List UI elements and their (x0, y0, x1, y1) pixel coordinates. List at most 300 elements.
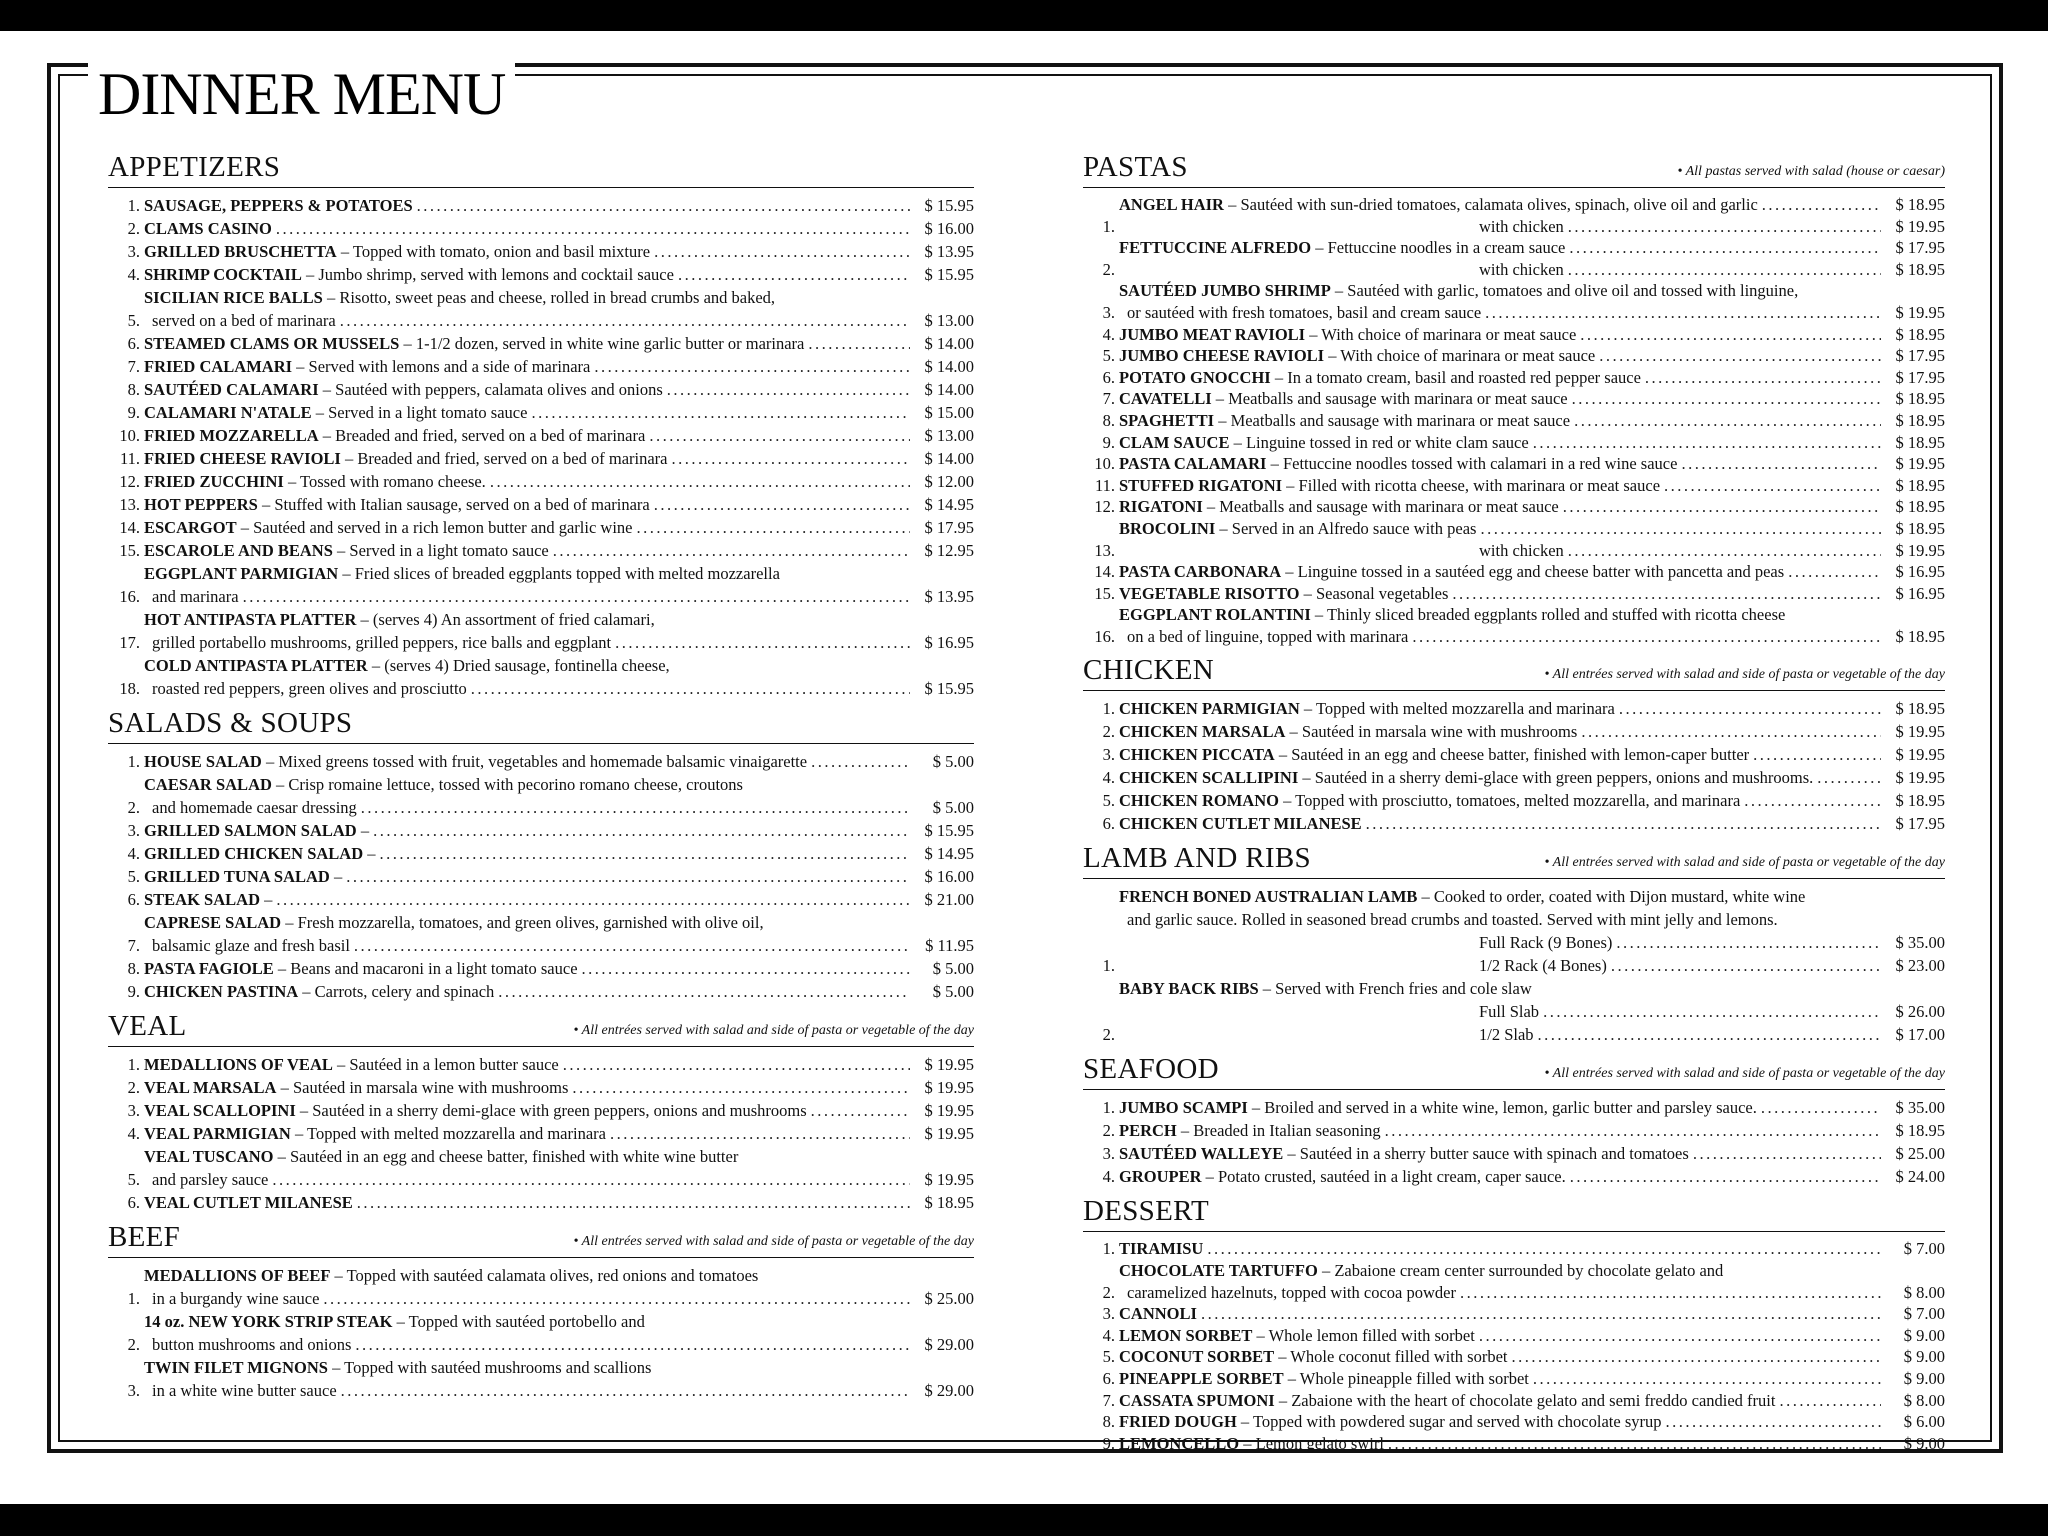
item-number: 5. (127, 867, 140, 886)
item-number: 6. (127, 1193, 140, 1212)
item-text (144, 1191, 353, 1214)
item-text (1119, 1165, 1566, 1188)
dot-leader (1538, 1023, 1881, 1046)
menu-item (108, 608, 974, 654)
dot-leader (1665, 1411, 1881, 1433)
item-body (1119, 720, 1945, 743)
item-line (1119, 1433, 1945, 1455)
dot-leader (1681, 453, 1881, 475)
item-line (1119, 1411, 1945, 1433)
item-name: TWIN FILET MIGNONS (144, 1358, 328, 1377)
section-note: • All entrées served with salad and side of pasta or vegetable of the day (1544, 667, 1945, 683)
item-number: 17. (119, 633, 140, 652)
menu-item (108, 1122, 974, 1145)
option-label: Full Slab (1479, 1002, 1540, 1022)
item-text (144, 470, 486, 493)
item-description: – Seasonal vegetables (1299, 583, 1449, 603)
menu-item (1083, 1119, 1945, 1142)
menu-item (1083, 432, 1945, 454)
dot-leader (1479, 1325, 1881, 1347)
item-line-continued (144, 1168, 974, 1191)
item-body (144, 447, 974, 470)
option-price: $ 19.95 (1895, 540, 1945, 560)
item-text (144, 355, 590, 378)
item-text (1119, 885, 1805, 908)
item-description-continued: and homemade caesar dressing (152, 798, 357, 817)
item-body (144, 1076, 974, 1099)
item-text (1119, 496, 1559, 518)
menu-item (1083, 604, 1945, 647)
item-description-continued: button mushrooms and onions (152, 1335, 352, 1354)
menu-item (108, 1076, 974, 1099)
item-description-continued: and parsley sauce (152, 1170, 269, 1189)
item-price: $ 9.00 (1903, 1369, 1945, 1389)
dot-leader (1569, 237, 1881, 259)
item-number: 14. (1094, 562, 1115, 582)
item-text (1119, 1238, 1203, 1260)
dot-leader (490, 470, 910, 493)
item-text (144, 1264, 758, 1287)
item-body (144, 750, 974, 773)
item-price: $ 9.00 (1903, 1433, 1945, 1453)
menu-section-dessert (1083, 1194, 1945, 1454)
item-description: – (260, 890, 273, 909)
menu-item-list (1083, 1238, 1945, 1454)
item-description: – Fettuccine noodles tossed with calamari in a red wine sauce (1266, 454, 1678, 474)
item-number: 3. (127, 1101, 140, 1120)
section-title: LAMB AND RIBS (1083, 842, 1311, 875)
item-body (144, 332, 974, 355)
item-line (1119, 1303, 1945, 1325)
item-body (1119, 280, 1945, 323)
item-body (1119, 1260, 1945, 1303)
item-name: BABY BACK RIBS (1119, 979, 1259, 999)
item-price: $ 16.00 (924, 219, 974, 238)
item-text (144, 1099, 807, 1122)
section-note: • All entrées served with salad and side of pasta or vegetable of the day (1544, 855, 1945, 871)
item-description: – Breaded in Italian seasoning (1176, 1121, 1381, 1141)
dot-leader (346, 865, 910, 888)
item-text (144, 608, 655, 631)
dot-leader (354, 934, 910, 957)
menu-item (108, 493, 974, 516)
item-line (144, 1191, 974, 1214)
item-text (1119, 977, 1532, 1000)
dot-leader (563, 1053, 910, 1076)
item-number: 6. (1102, 1369, 1115, 1389)
item-price: $ 16.95 (1895, 562, 1945, 582)
item-price: $ 18.95 (1895, 410, 1945, 430)
item-name: VEAL TUSCANO (144, 1147, 274, 1166)
section-header (1083, 150, 1945, 188)
item-price: $ 17.95 (924, 518, 974, 537)
item-body (144, 194, 974, 217)
item-line (144, 470, 974, 493)
item-text (1119, 237, 1565, 259)
item-line (1119, 194, 1945, 216)
item-name: CHICKEN MARSALA (1119, 722, 1286, 742)
item-number: 4. (127, 844, 140, 863)
item-description: – Meatballs and sausage with marinara or meat sauce (1214, 410, 1571, 430)
item-line (1119, 766, 1945, 789)
dot-leader (276, 217, 910, 240)
item-text (144, 539, 549, 562)
item-name: CHICKEN CUTLET MILANESE (1119, 814, 1362, 834)
dot-leader (1611, 954, 1881, 977)
item-body (1119, 194, 1945, 237)
dot-leader (1570, 1165, 1881, 1188)
item-price: $ 25.00 (1895, 1144, 1945, 1164)
option-label: with chicken (1479, 259, 1564, 279)
item-body (144, 217, 974, 240)
menu-item (1083, 977, 1945, 1046)
item-option (1119, 540, 1945, 562)
item-description: – Cooked to order, coated with Dijon mustard, white wine (1417, 887, 1806, 907)
item-text (144, 516, 632, 539)
dot-leader (572, 1076, 910, 1099)
item-text (1119, 453, 1677, 475)
item-price: $ 19.95 (924, 1170, 974, 1189)
item-name: SAUTÉED JUMBO SHRIMP (1119, 281, 1331, 301)
dot-leader (1533, 1368, 1881, 1390)
item-body (1119, 518, 1945, 561)
item-line-continued (1119, 1282, 1945, 1304)
item-name: GRILLED BRUSCHETTA (144, 242, 337, 261)
option-price: $ 17.00 (1895, 1025, 1945, 1045)
item-body (144, 1310, 974, 1356)
item-description: – Whole coconut filled with sorbet (1274, 1347, 1508, 1367)
item-line (144, 1356, 974, 1379)
menu-item (108, 401, 974, 424)
menu-item (108, 240, 974, 263)
item-name: SICILIAN RICE BALLS (144, 288, 323, 307)
menu-item (1083, 237, 1945, 280)
dot-leader (1568, 540, 1881, 562)
item-name: CHICKEN PARMIGIAN (1119, 699, 1300, 719)
item-description: – Whole pineapple filled with sorbet (1283, 1369, 1529, 1389)
section-title: PASTAS (1083, 151, 1188, 183)
item-line (1119, 518, 1945, 540)
item-price: $ 21.00 (924, 890, 974, 909)
item-name: PASTA CALAMARI (1119, 454, 1267, 474)
item-description-continued: and marinara (152, 587, 239, 606)
item-line (1119, 432, 1945, 454)
item-price: $ 5.00 (932, 752, 974, 771)
item-description: – Sautéed in marsala wine with mushrooms (276, 1078, 569, 1097)
dot-leader (615, 631, 910, 654)
section-title: SALADS & SOUPS (108, 707, 353, 739)
item-name: HOT ANTIPASTA PLATTER (144, 610, 357, 629)
dot-leader (355, 1333, 910, 1356)
item-name: FETTUCCINE ALFREDO (1119, 238, 1312, 258)
item-number: 10. (119, 426, 140, 445)
item-body (144, 263, 974, 286)
item-body (1119, 324, 1945, 346)
item-description: – Fresh mozzarella, tomatoes, and green olives, garnished with olive oil, (281, 913, 764, 932)
item-description: – Sautéed in a sherry butter sauce with spinach and tomatoes (1283, 1144, 1689, 1164)
item-name: SAUTÉED CALAMARI (144, 380, 319, 399)
item-text (1119, 583, 1448, 605)
item-line (144, 654, 974, 677)
item-body (144, 378, 974, 401)
item-text (1119, 561, 1784, 583)
dot-leader (1543, 1000, 1881, 1023)
item-price: $ 19.95 (924, 1124, 974, 1143)
item-number: 12. (1094, 497, 1115, 517)
item-text (1119, 604, 1785, 626)
item-number: 10. (1094, 454, 1115, 474)
item-name: CASSATA SPUMONI (1119, 1390, 1275, 1410)
option-label: 1/2 Slab (1479, 1025, 1534, 1045)
item-line (1119, 410, 1945, 432)
item-price: $ 12.00 (924, 472, 974, 491)
item-text (144, 1053, 559, 1076)
item-price: $ 13.95 (924, 587, 974, 606)
item-line (1119, 1142, 1945, 1165)
item-description: – Served in an Alfredo sauce with peas (1215, 518, 1477, 538)
item-description: – Crisp romaine lettuce, tossed with pecorino romano cheese, croutons (271, 775, 743, 794)
item-number: 1. (127, 1289, 140, 1308)
item-price: $ 14.95 (924, 844, 974, 863)
item-line (144, 562, 974, 585)
section-note: • All pastas served with salad (house or caesar) (1677, 164, 1945, 179)
item-body (1119, 410, 1945, 432)
menu-item (108, 865, 974, 888)
item-number: 1. (1102, 956, 1115, 976)
item-line (144, 217, 974, 240)
item-price: $ 18.95 (1895, 475, 1945, 495)
item-name: PASTA FAGIOLE (144, 959, 274, 978)
menu-item (108, 842, 974, 865)
right-column (1083, 150, 1945, 1460)
menu-item (1083, 720, 1945, 743)
item-number: 4. (127, 265, 140, 284)
item-price: $ 15.00 (924, 403, 974, 422)
item-line (1119, 1346, 1945, 1368)
item-number: 5. (1102, 346, 1115, 366)
item-line (144, 911, 974, 934)
item-text (1119, 367, 1641, 389)
item-price: $ 18.95 (1895, 497, 1945, 517)
item-line (1119, 604, 1945, 626)
item-line (1119, 583, 1945, 605)
item-line (144, 1099, 974, 1122)
item-text (1119, 1142, 1689, 1165)
item-name: CALAMARI N'ATALE (144, 403, 312, 422)
dot-leader (1485, 302, 1881, 324)
item-description: – Linguine tossed in a sautéed egg and cheese batter with pancetta and peas (1281, 562, 1785, 582)
item-line (1119, 453, 1945, 475)
item-name: EGGPLANT PARMIGIAN (144, 564, 339, 583)
item-number: 7. (127, 936, 140, 955)
item-name: 14 oz. NEW YORK STRIP STEAK (144, 1312, 393, 1331)
item-name: MEDALLIONS OF BEEF (144, 1266, 331, 1285)
item-line (144, 773, 974, 796)
item-body (1119, 388, 1945, 410)
item-number: 11. (119, 449, 140, 468)
menu-item (108, 957, 974, 980)
item-number: 4. (1102, 1167, 1115, 1187)
item-description: – Whole lemon filled with sorbet (1252, 1325, 1475, 1345)
item-number: 15. (119, 541, 140, 560)
item-price: $ 16.95 (1895, 583, 1945, 603)
section-header (108, 150, 974, 188)
menu-item-list (1083, 885, 1945, 1046)
item-number: 5. (127, 1170, 140, 1189)
item-body (144, 608, 974, 654)
item-price: $ 16.95 (924, 633, 974, 652)
item-number: 2. (1102, 1025, 1115, 1045)
item-description: – (356, 821, 370, 840)
dot-leader (1580, 324, 1881, 346)
dot-leader (1788, 561, 1881, 583)
dot-leader (1385, 1119, 1881, 1142)
dot-leader (471, 677, 910, 700)
item-text (1119, 1346, 1508, 1368)
section-note: • All entrées served with salad and side of pasta or vegetable of the day (573, 1234, 974, 1249)
menu-item (108, 819, 974, 842)
menu-item (108, 1356, 974, 1402)
item-number: 8. (1102, 1412, 1115, 1432)
item-description: – Sautéed and served in a rich lemon butter and garlic wine (236, 518, 633, 537)
item-line (144, 957, 974, 980)
item-text (144, 194, 413, 217)
dot-leader (1572, 388, 1881, 410)
menu-item-list (1083, 194, 1945, 647)
item-text (144, 493, 650, 516)
item-text (1119, 1368, 1529, 1390)
item-line (1119, 697, 1945, 720)
item-description: – Sautéed with garlic, tomatoes and olive oil and tossed with linguine, (1330, 281, 1799, 301)
section-header (108, 1009, 974, 1047)
item-name: ESCAROLE AND BEANS (144, 541, 333, 560)
item-line-continued (144, 585, 974, 608)
item-description: – Breaded and fried, served on a bed of marinara (340, 449, 668, 468)
menu-item (1083, 743, 1945, 766)
item-body (1119, 1411, 1945, 1433)
menu-item (108, 1099, 974, 1122)
item-name: CLAM SAUCE (1119, 432, 1230, 452)
menu-item (1083, 496, 1945, 518)
item-price: $ 18.95 (1895, 518, 1945, 538)
section-title: DESSERT (1083, 1195, 1210, 1228)
item-body (1119, 453, 1945, 475)
item-number: 2. (127, 1078, 140, 1097)
item-name: CLAMS CASINO (144, 219, 272, 238)
dot-leader (1388, 1433, 1881, 1455)
item-price: $ 19.95 (1895, 454, 1945, 474)
item-line (144, 980, 974, 1003)
menu-section-appetizers (108, 150, 974, 700)
item-text (144, 332, 804, 355)
item-description-continued: grilled portabello mushrooms, grilled peppers, rice balls and eggplant (152, 633, 612, 652)
item-body (144, 1264, 974, 1310)
item-line (144, 401, 974, 424)
item-description: – Sautéed in an egg and cheese batter, finished with white wine butter (273, 1147, 739, 1166)
item-number: 3. (127, 821, 140, 840)
item-name: VEAL MARSALA (144, 1078, 277, 1097)
menu-item (1083, 1411, 1945, 1433)
section-header (108, 1220, 974, 1258)
item-line-continued (144, 1379, 974, 1402)
section-header (1083, 653, 1945, 691)
item-name: SPAGHETTI (1119, 410, 1215, 430)
item-body (144, 539, 974, 562)
item-description: – In a tomato cream, basil and roasted red pepper sauce (1270, 367, 1641, 387)
dot-leader (1645, 367, 1881, 389)
item-body (1119, 1142, 1945, 1165)
item-name: CHICKEN PASTINA (144, 982, 299, 1001)
item-body (144, 1122, 974, 1145)
item-description: – Filled with ricotta cheese, with marinara or meat sauce (1282, 475, 1661, 495)
item-text (1119, 280, 1798, 302)
item-body (1119, 1165, 1945, 1188)
dot-leader (1762, 194, 1881, 216)
dot-leader (1753, 743, 1881, 766)
item-text (1119, 518, 1476, 540)
section-title: CHICKEN (1083, 654, 1214, 687)
item-price: $ 25.00 (924, 1289, 974, 1308)
item-text (144, 240, 650, 263)
dot-leader (1693, 1142, 1881, 1165)
item-number: 2. (127, 1335, 140, 1354)
item-description: – Sautéed in a lemon butter sauce (332, 1055, 559, 1074)
item-body (1119, 812, 1945, 835)
item-name: FRIED DOUGH (1119, 1412, 1237, 1432)
dot-leader (678, 263, 910, 286)
item-price: $ 7.00 (1903, 1304, 1945, 1324)
item-text (144, 1122, 606, 1145)
menu-item (108, 332, 974, 355)
item-text (144, 842, 376, 865)
item-description-continued: on a bed of linguine, topped with marinara (1127, 626, 1409, 646)
item-number: 7. (127, 357, 140, 376)
menu-item-list (1083, 1096, 1945, 1188)
menu-item (1083, 1096, 1945, 1119)
item-body (144, 424, 974, 447)
item-name: TIRAMISU (1119, 1239, 1204, 1259)
dot-leader (667, 378, 910, 401)
item-name: FRIED CALAMARI (144, 357, 293, 376)
item-price: $ 24.00 (1895, 1167, 1945, 1187)
item-description: – Zabaione with the heart of chocolate gelato and semi freddo candied fruit (1274, 1390, 1776, 1410)
option-price: $ 26.00 (1895, 1002, 1945, 1022)
item-line-continued (1119, 302, 1945, 324)
menu-item (108, 888, 974, 911)
item-number: 15. (1094, 583, 1115, 603)
menu-item (108, 539, 974, 562)
dot-leader (357, 1191, 910, 1214)
item-body (144, 888, 974, 911)
dot-leader (1512, 1346, 1881, 1368)
item-body (1119, 1238, 1945, 1260)
item-line-continued (144, 631, 974, 654)
item-description: – (329, 867, 343, 886)
item-line (1119, 812, 1945, 835)
item-body (144, 516, 974, 539)
item-line (144, 608, 974, 631)
item-price: $ 8.00 (1903, 1282, 1945, 1302)
item-line (144, 263, 974, 286)
item-text (1119, 697, 1615, 720)
item-description: – Potato crusted, sautéed in a light cream, caper sauce. (1201, 1167, 1566, 1187)
dot-leader (553, 539, 910, 562)
item-number: 3. (1102, 1304, 1115, 1324)
dot-leader (1664, 475, 1881, 497)
item-name: POTATO GNOCCHI (1119, 367, 1271, 387)
item-body (1119, 766, 1945, 789)
dot-leader (1817, 766, 1881, 789)
